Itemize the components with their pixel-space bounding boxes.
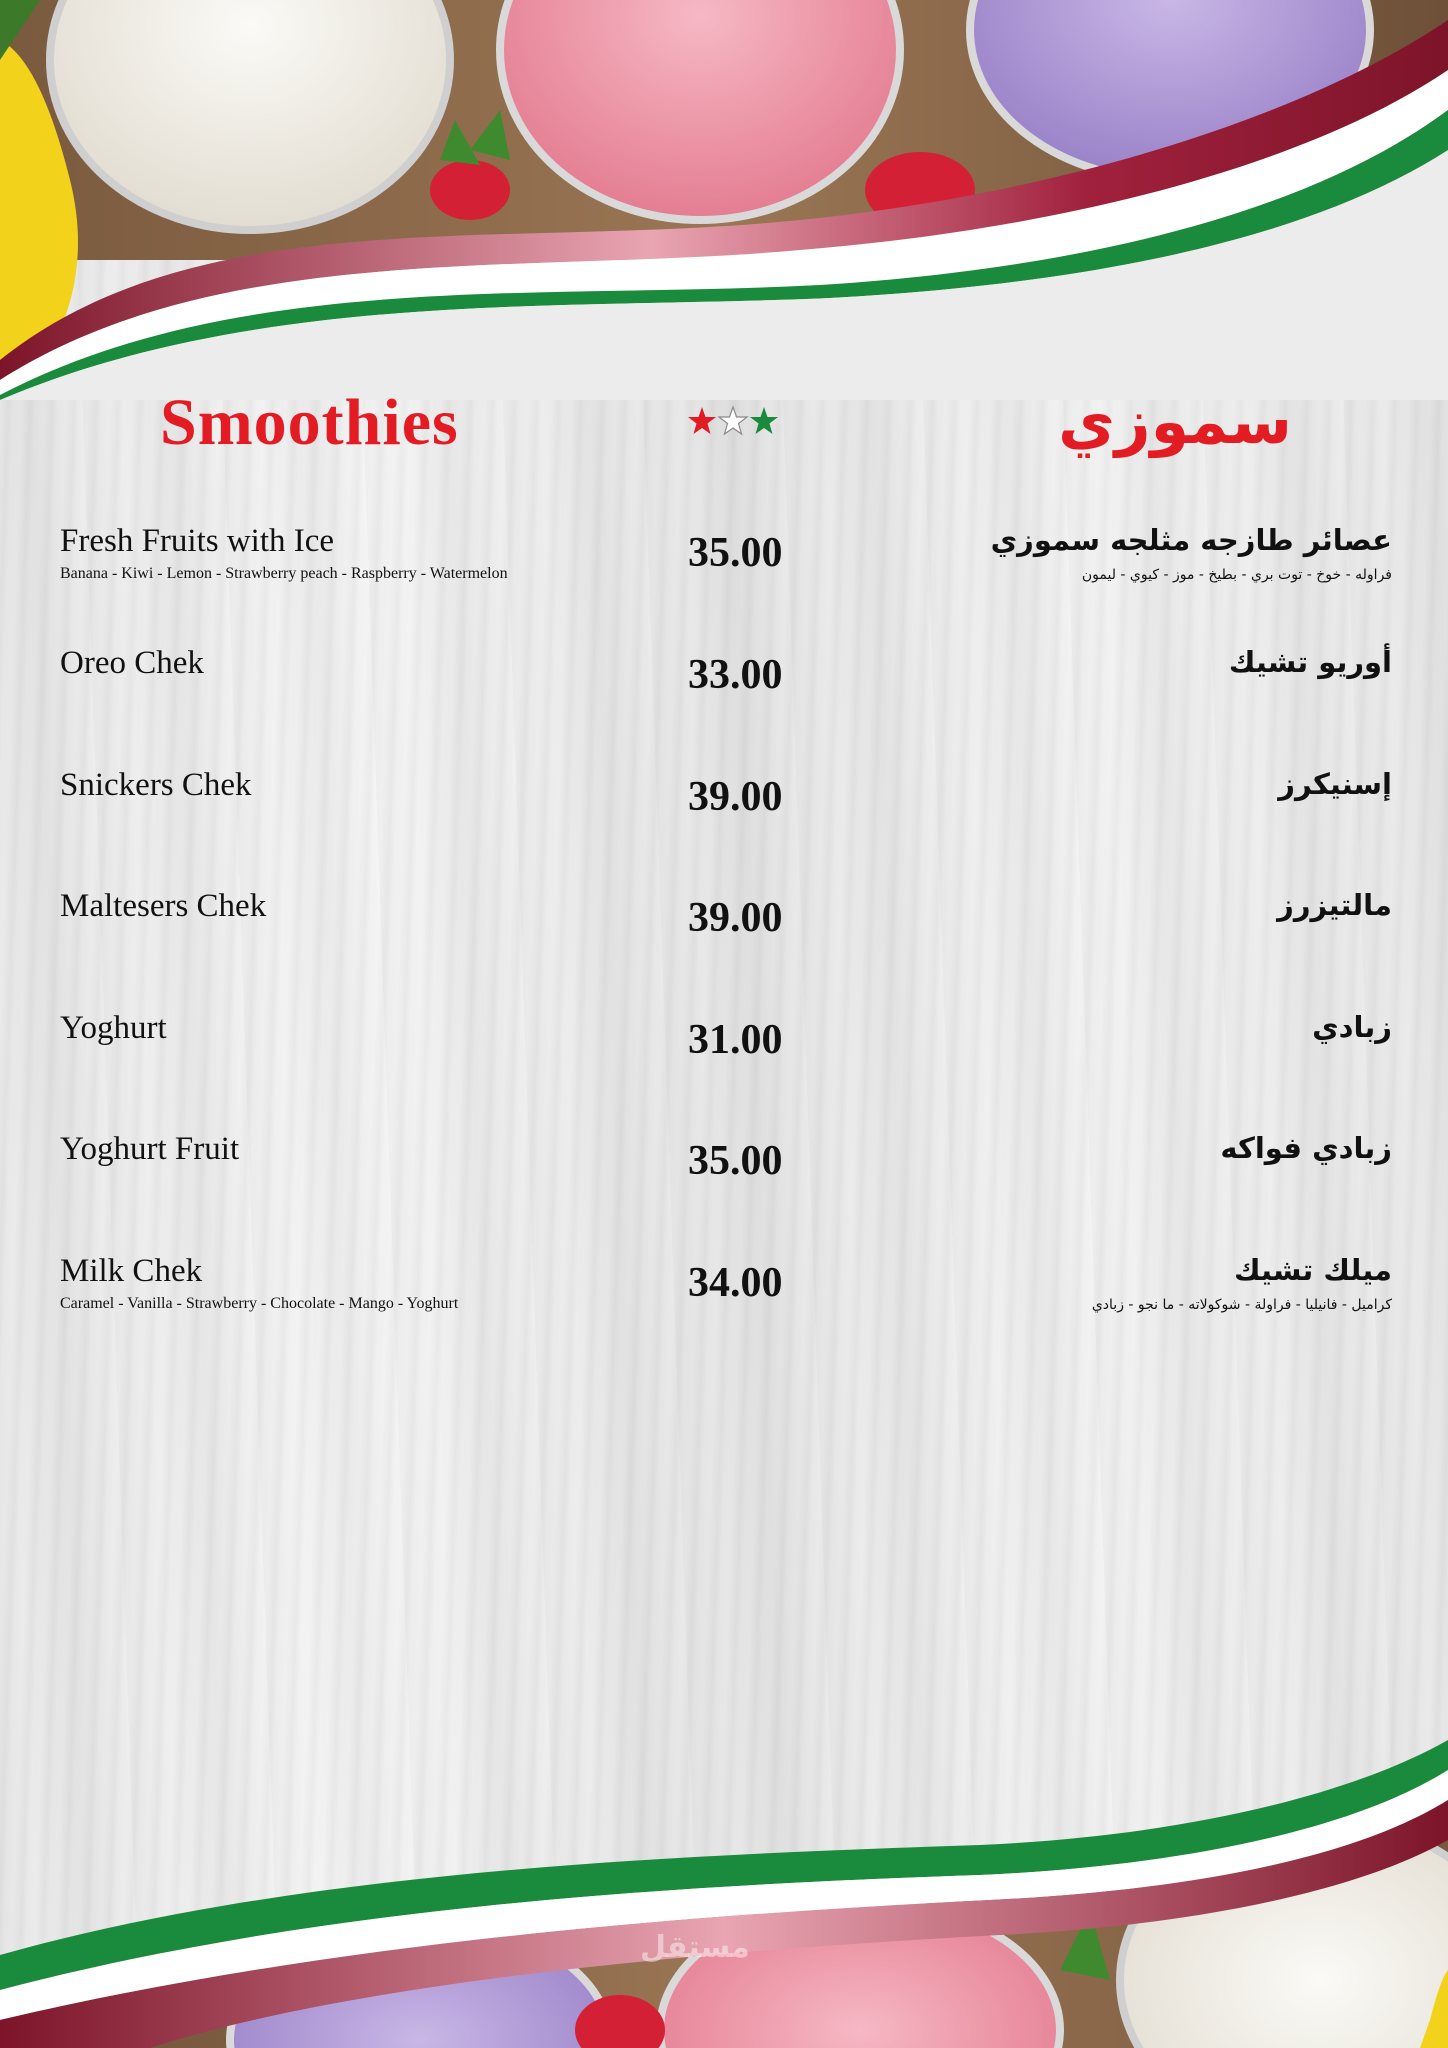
item-name-english: Snickers Chek [60, 767, 252, 803]
item-name-arabic: زبادي فواكه [1220, 1131, 1392, 1165]
top-smoothie-banner [0, 0, 1448, 400]
item-description-arabic: فراوله - خوخ - توت بري - بطيخ - موز - كيوي - ليمون [1081, 567, 1392, 583]
item-name-arabic: إسنيكرز [1278, 767, 1392, 801]
item-name-english: Oreo Chek [60, 645, 204, 681]
item-name-arabic: مالتيزرز [1277, 888, 1392, 922]
menu-item [0, 1253, 1448, 1353]
menu-item [0, 645, 1448, 745]
watermark-text: مستقل [640, 1930, 750, 1965]
item-price: 35.00 [688, 1138, 783, 1184]
item-description-english: Caramel - Vanilla - Strawberry - Chocolate - Mango - Yoghurt [60, 1295, 459, 1312]
item-name-english: Maltesers Chek [60, 888, 267, 924]
menu-title-english: Smoothies [160, 386, 459, 459]
three-stars-icon [688, 405, 778, 439]
item-price: 39.00 [688, 774, 783, 820]
item-description-english: Banana - Kiwi - Lemon - Strawberry peach - Raspberry - Watermelon [60, 565, 508, 582]
item-name-english: Milk Chek [60, 1253, 203, 1289]
item-price: 31.00 [688, 1017, 783, 1063]
menu-item [0, 888, 1448, 988]
menu-item [0, 767, 1448, 867]
menu-title-arabic: سموزي [1058, 385, 1292, 458]
item-price: 39.00 [688, 895, 783, 941]
item-name-arabic: ميلك تشيك [1234, 1253, 1392, 1287]
item-price: 34.00 [688, 1260, 783, 1306]
menu-item [0, 1010, 1448, 1110]
bottom-smoothie-banner [0, 1740, 1448, 2048]
menu-item [0, 1131, 1448, 1231]
item-name-arabic: أوريو تشيك [1228, 645, 1392, 679]
item-name-english: Yoghurt [60, 1010, 167, 1046]
item-price: 35.00 [688, 530, 783, 576]
item-name-english: Yoghurt Fruit [60, 1131, 240, 1167]
item-name-arabic: عصائر طازجه مثلجه سموزي [990, 523, 1392, 557]
item-name-english: Fresh Fruits with Ice [60, 523, 335, 559]
menu-item [0, 523, 1448, 623]
item-name-arabic: زبادي [1312, 1010, 1392, 1044]
item-description-arabic: كراميل - فانيليا - فراولة - شوكولاته - ما نجو - زبادي [1091, 1297, 1392, 1313]
item-price: 33.00 [688, 652, 783, 698]
